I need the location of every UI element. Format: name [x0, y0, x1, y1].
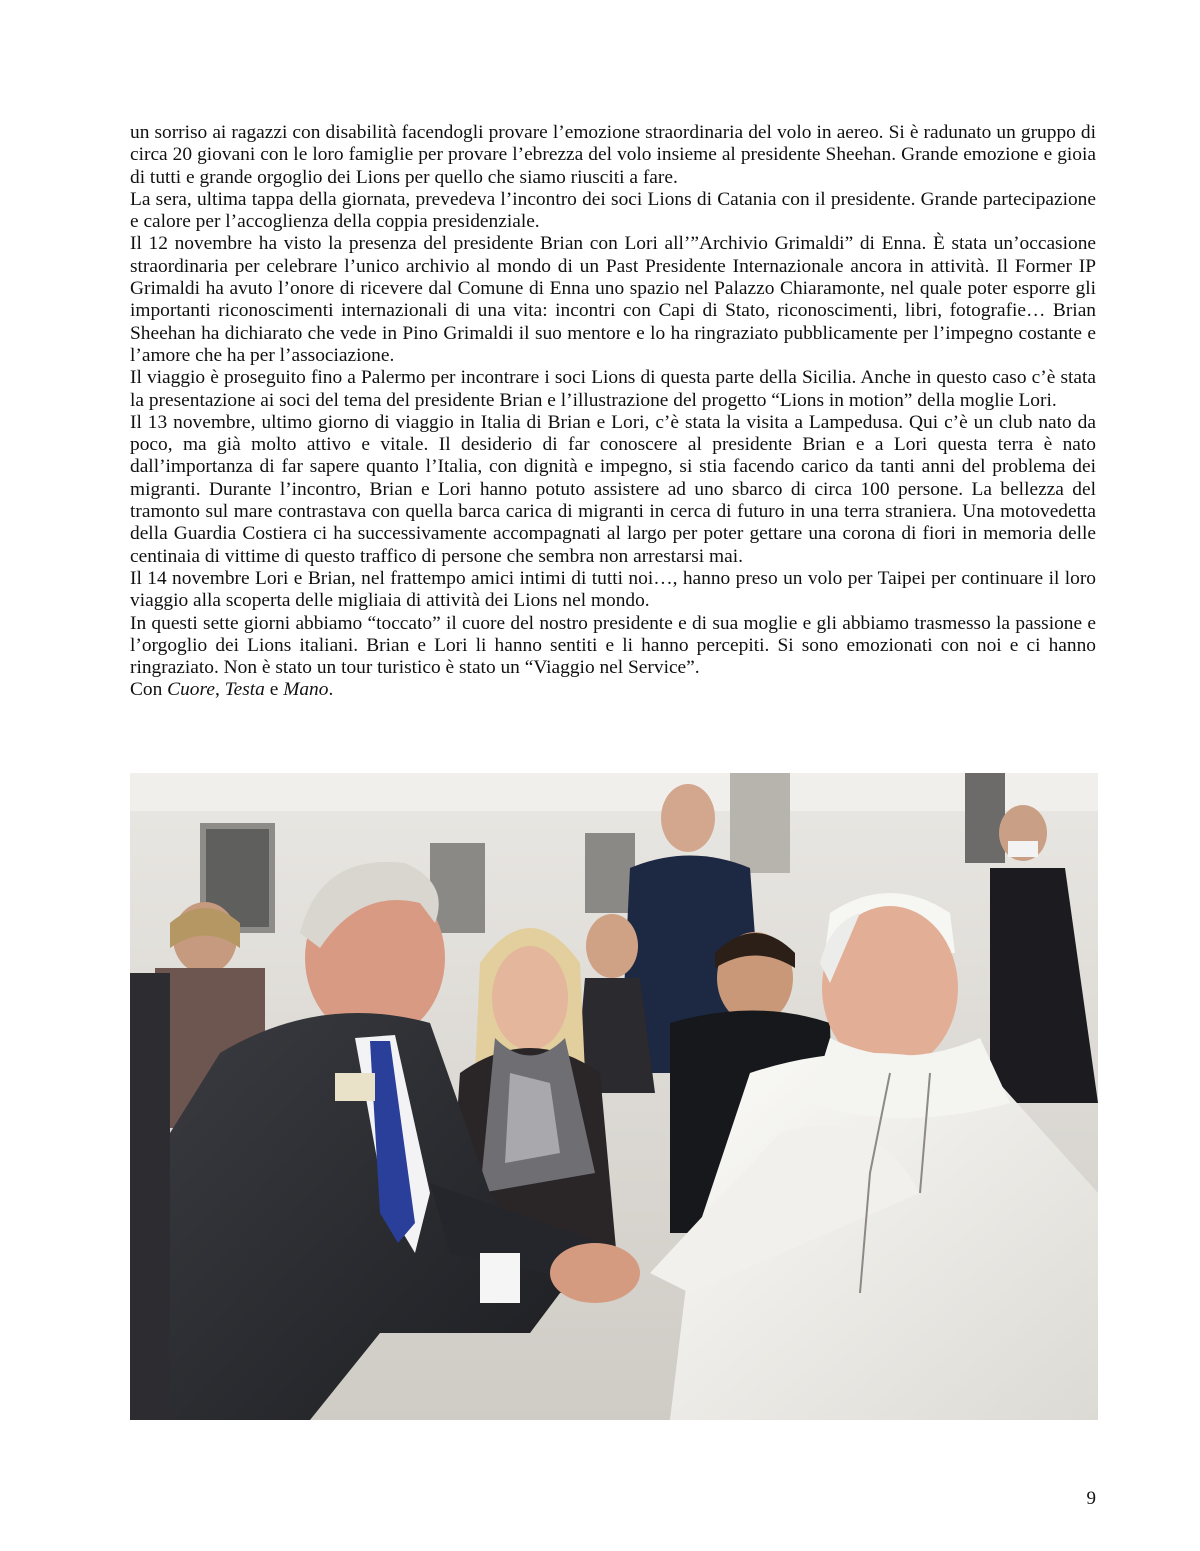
paragraph-6: Il 14 novembre Lori e Brian, nel frattempo amici intimi di tutti noi…, hanno preso un volo per Taipei per continuare il loro viaggio alla scoperta delle migliaia di attività dei Lions nel mondo. [130, 567, 1096, 612]
closing-suffix: . [328, 679, 334, 701]
paragraph-5: Il 13 novembre, ultimo giorno di viaggio in Italia di Brian e Lori, c’è stata la visita a Lampedusa. Qui c’è un club nato da poco, ma già molto attivo e vitale. Il desiderio di far conoscere al presidente Brian e a Lori questa terra è nato dall’importanza di far sapere quanto l’Italia, con dignità e impegno, si stia facendo carico da tanti anni del problema dei migranti. Durante l’incontro, Brian e Lori hanno potuto assistere ad uno sbarco di circa 100 persone. La bellezza del tramonto sul mare contrastava con quella barca carica di migranti in cerca di futuro in una terra straniera. Una motovedetta della Guardia Costiera ci ha successivamente accompagnati al largo per poter gettare una corona di fiori in memoria delle centinaia di vittime di questo traffico di persone che sembra non arrestarsi mai. [130, 411, 1096, 567]
paragraph-4: Il viaggio è proseguito fino a Palermo per incontrare i soci Lions di questa parte della Sicilia. Anche in questo caso c’è stata la presentazione ai soci del tema del presidente Brian e l’illustrazione del progetto “Lions in motion” della moglie Lori. [130, 367, 1096, 411]
statue-base [730, 773, 790, 873]
photo-illustration [130, 773, 1098, 1420]
closing-word-testa: Testa [224, 679, 265, 701]
closing-sep-2: e [264, 679, 284, 701]
window-2 [430, 843, 485, 933]
standing-man-head [661, 784, 715, 852]
crowd-left-edge [130, 973, 170, 1420]
handshake-photo [130, 773, 1098, 1420]
paragraph-3: Il 12 novembre ha visto la presenza del presidente Brian con Lori all’”Archivio Grimaldi” di Enna. È stata un’occasione straordinaria per celebrare l’unico archivio al mondo di un Past Presidente Internazionale ancora in attività. Il Former IP Grimaldi ha avuto l’onore di ricevere dal Comune di Enna uno spazio nel Palazzo Chiaramonte, nel quale poter esporre gli importanti riconoscimenti internazionali di una vita: incontri con Capi di Stato, riconoscimenti, libri, fotografie… Brian Sheehan ha dichiarato che vede in Pino Grimaldi il suo mentore e lo ha ringraziato pubblicamente per l’impegno costante e l’amore che ha per l’associazione. [130, 233, 1096, 366]
page-number: 9 [1086, 1488, 1096, 1509]
paragraph-1: un sorriso ai ragazzi con disabilità facendogli provare l’emozione straordinaria del volo in aereo. Si è radunato un gruppo di circa 20 giovani con le loro famiglie per provare l’ebrezza del volo insieme al presidente Sheehan. Grande emozione e gioia di tutti e grande orgoglio dei Lions per quello che siamo riusciti a fare. [130, 122, 1096, 188]
closing-sep-1: , [214, 679, 225, 701]
closing-prefix: Con [130, 679, 168, 701]
paragraph-7: In questi sette giorni abbiamo “toccato” il cuore del nostro presidente e di sua moglie e gli abbiamo trasmesso la passione e l’orgoglio dei Lions italiani. Brian e Lori li hanno sentiti e li hanno percepiti. Si sono emozionati con noi e ci hanno ringraziato. Non è stato un tour turistico è stato un “Viaggio nel Service”. [130, 612, 1096, 679]
handshake-hands [550, 1243, 640, 1303]
window-3 [585, 833, 635, 913]
brian-badge [335, 1073, 375, 1101]
paragraph-2: La sera, ultima tappa della giornata, prevedeva l’incontro dei soci Lions di Catania con il presidente. Grande partecipazione e calore per l’accoglienza della coppia presidenziale. [130, 188, 1096, 233]
pillar [965, 773, 1005, 863]
woman-face [492, 946, 568, 1050]
closing-word-cuore: Cuore [167, 679, 215, 701]
closing-line [130, 679, 1096, 701]
article-body [130, 122, 1096, 702]
closing-word-mano: Mano [283, 679, 329, 701]
